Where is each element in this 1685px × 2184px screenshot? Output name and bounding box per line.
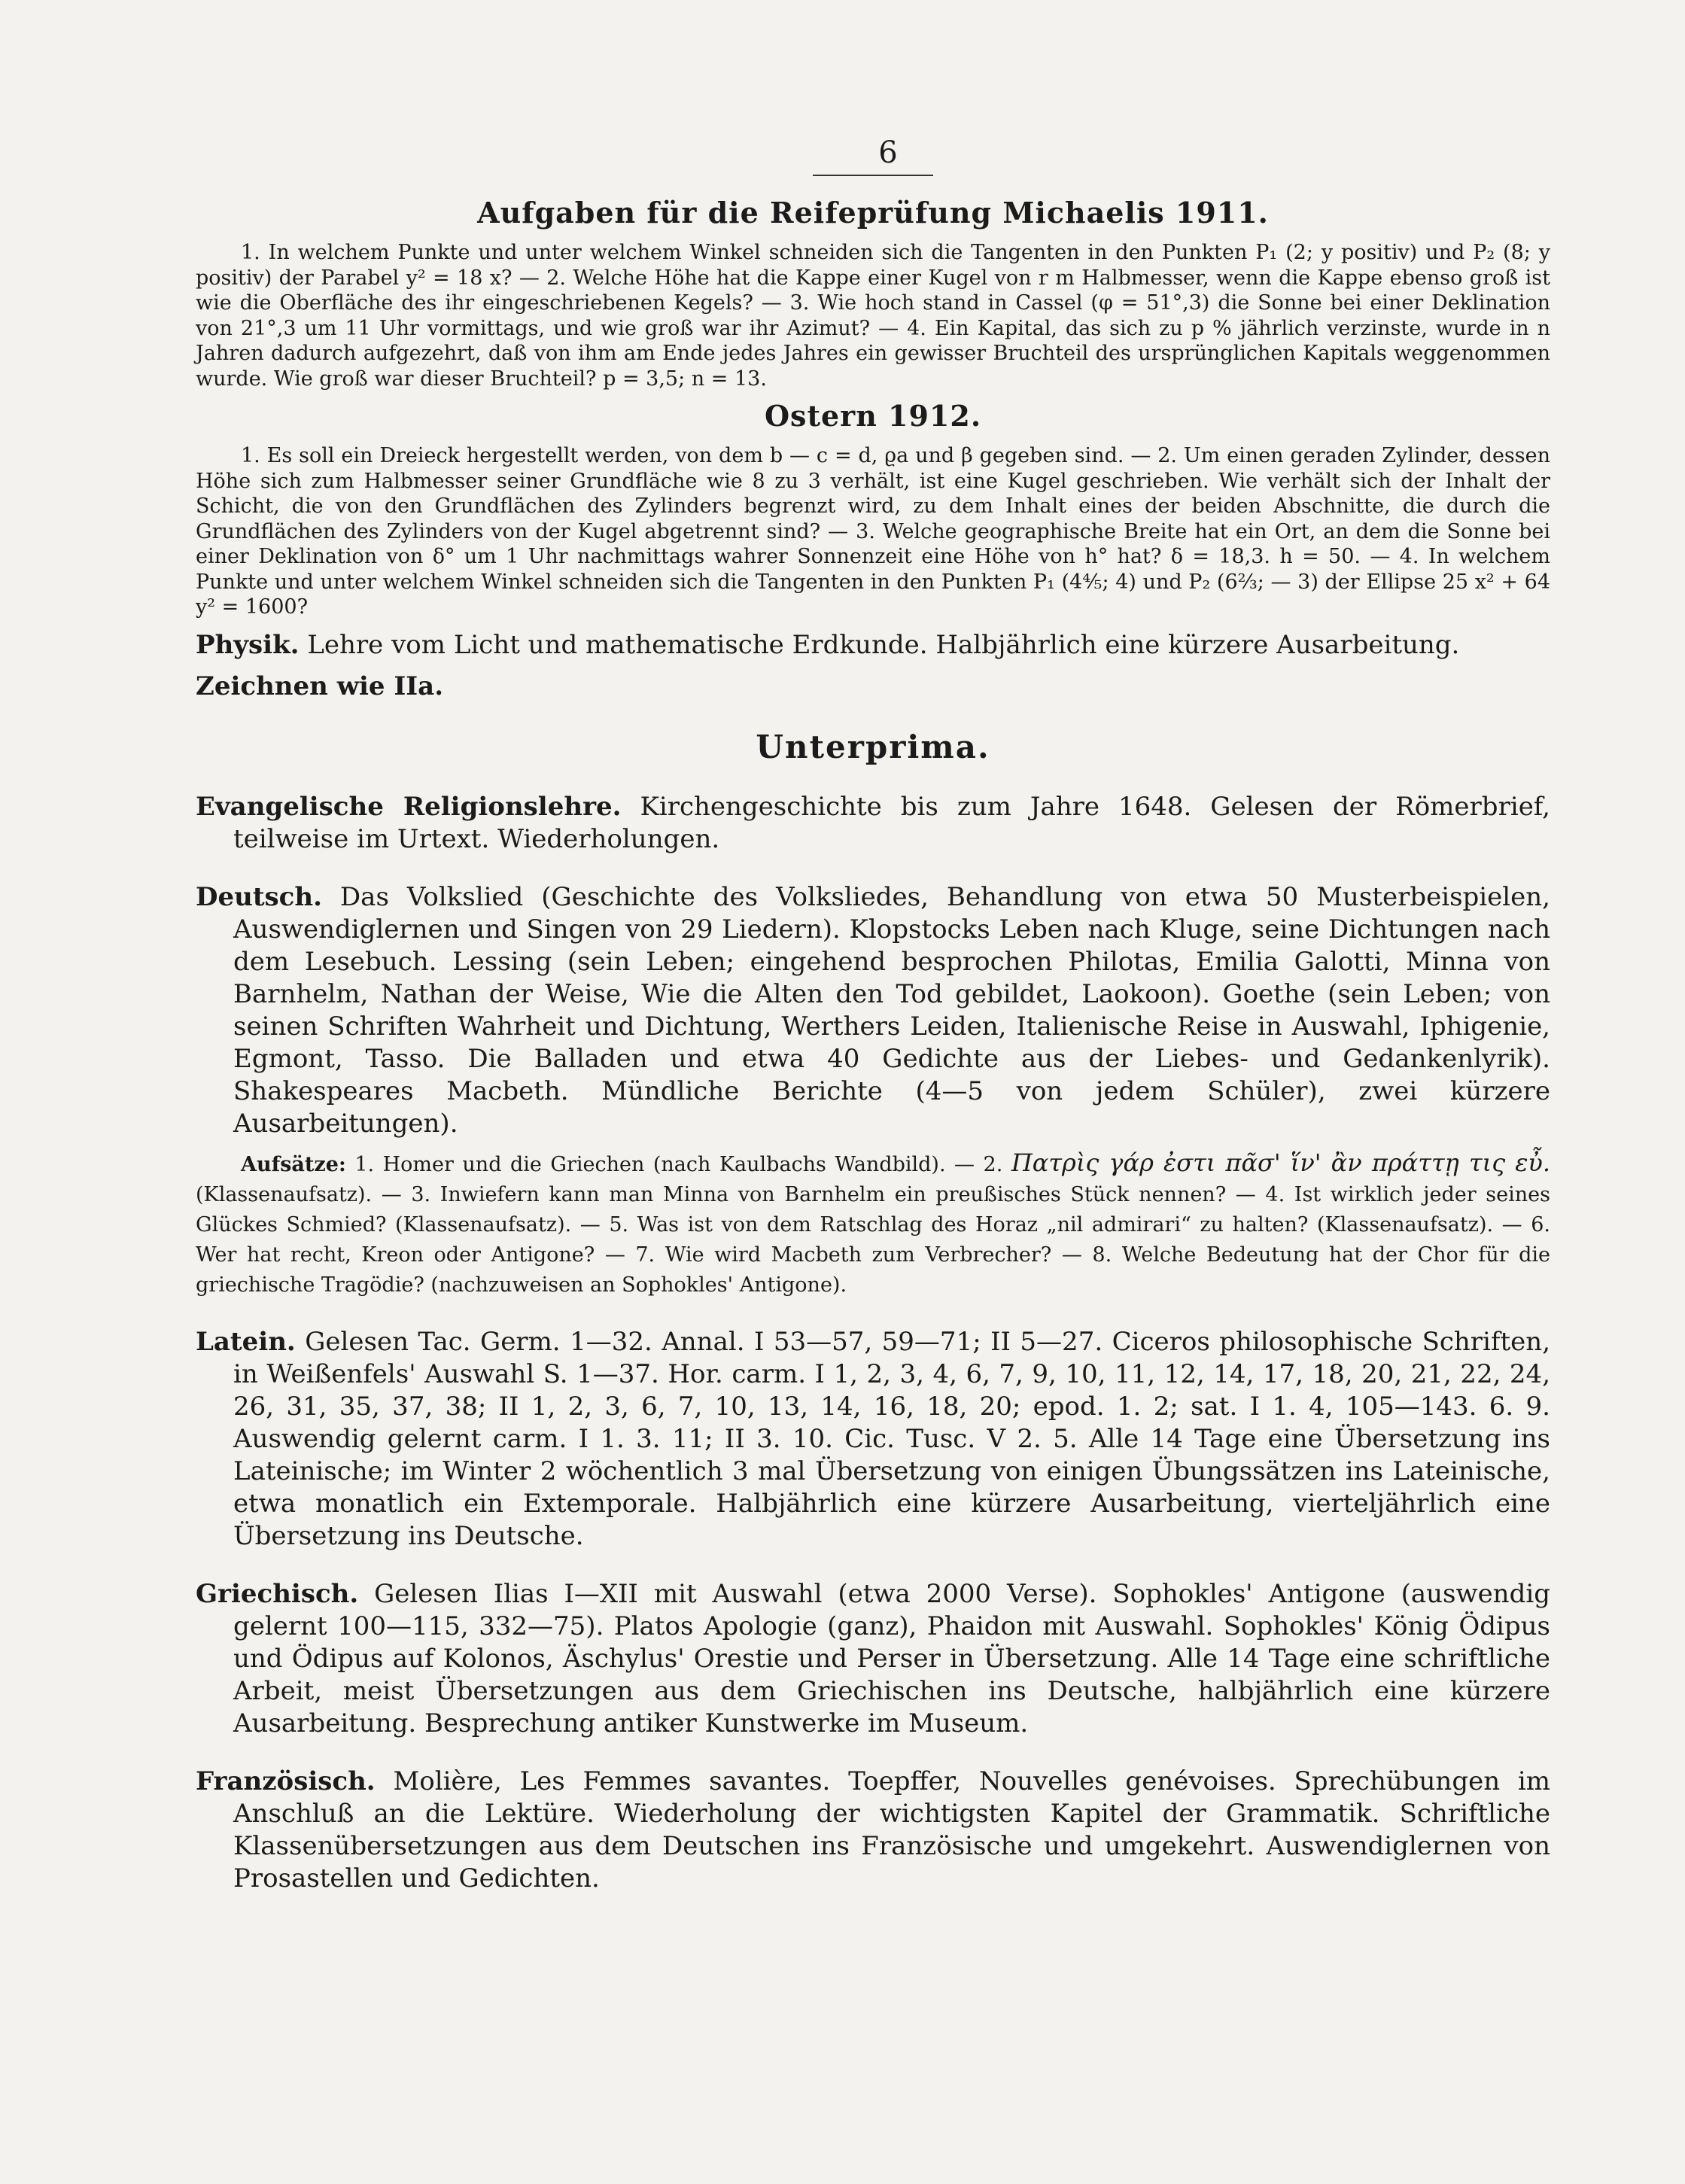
franzoesisch-text: Molière, Les Femmes savantes. Toepffer, Nouvelles genévoises. Sprechübungen im Anschluß an die Lektüre. Wiederholung der wichtigsten Kapitel der Grammatik. Schriftliche Klassenübersetzungen aus dem Deutschen ins Französische und umgekehrt. Auswendiglernen von Prosastellen und Gedichten. xyxy=(233,1766,1551,1894)
document-page xyxy=(196,135,1550,1903)
zeichnen-section xyxy=(196,671,1550,703)
aufsaetze-text-after: (Klassenaufsatz). — 3. Inwiefern kann man Minna von Barnhelm ein preußisches Stück nennen? — 4. Ist wirklich jeder seines Glückes Schmied? (Klassenaufsatz). — 5. Was ist von dem Ratschlag des Horaz „nil admirari“ zu halten? (Klassenaufsatz). — 6. Wer hat recht, Kreon oder Antigone? — 7. Wie wird Macbeth zum Verbrecher? — 8. Welche Bedeutung hat der Chor für die griechische Tragödie? (nachzuweisen an Sophokles' Antigone). xyxy=(196,1182,1550,1297)
deutsch-text: Das Volkslied (Geschichte des Volksliedes, Behandlung von etwa 50 Musterbeispielen, Auswendiglernen und Singen von 29 Liedern). Klopstocks Leben nach Kluge, seine Dichtungen nach dem Lesebuch. Lessing (sein Leben; eingehend besprochen Philotas, Emilia Galotti, Minna von Barnhelm, Nathan der Weise, Wie die Alten den Tod gebildet, Laokoon). Goethe (sein Leben; von seinen Schriften Wahrheit und Dichtung, Werthers Leiden, Italienische Reise in Auswahl, Iphigenie, Egmont, Tasso. Die Balladen und etwa 40 Gedichte aus der Liebes- und Gedankenlyrik). Shakespeares Macbeth. Mündliche Berichte (4—5 von jedem Schüler), zwei kürzere Ausarbeitungen). xyxy=(233,881,1550,1139)
michaelis-text: 1. In welchem Punkte und unter welchem Winkel schneiden sich die Tangenten in den Punkten P₁ (2; y positiv) und P₂ (8; y positiv) der Parabel y² = 18 x? — 2. Welche Höhe hat die Kappe einer Kugel von r m Halbmesser, wenn die Kappe ebenso groß ist wie die Oberfläche des ihr eingeschriebenen Kegels? — 3. Wie hoch stand in Cassel (φ = 51°,3) die Sonne bei einer Deklination von 21°,3 um 11 Uhr vormittags, und wie groß war ihr Azimut? — 4. Ein Kapital, das sich zu p % jährlich verzinste, wurde in n Jahren dadurch aufgezehrt, daß von ihm am Ende jedes Jahres ein gewisser Bruchteil des ursprünglichen Kapitals weggenommen wurde. Wie groß war dieser Bruchteil? p = 3,5; n = 13. xyxy=(196,241,1550,391)
zeichnen-label: Zeichnen wie IIa. xyxy=(196,671,444,701)
franzoesisch-label: Französisch. xyxy=(196,1766,376,1796)
ostern-heading: Ostern 1912. xyxy=(764,399,982,433)
latein-text: Gelesen Tac. Germ. 1—32. Annal. I 53—57, 59—71; II 5—27. Ciceros philosophische Schriften, in Weißenfels' Auswahl S. 1—37. Hor. carm. I 1, 2, 3, 4, 6, 7, 9, 10, 11, 12, 14, 17, 18, 20, 21, 22, 24, 26, 31, 35, 37, 38; II 1, 2, 3, 6, 7, 10, 13, 14, 16, 18, 20; epod. 1. 2; sat. I 1. 4, 105—143. 6. 9. Auswendig gelernt carm. I 1. 3. 11; II 3. 10. Cic. Tusc. V 2. 5. Alle 14 Tage eine Übersetzung ins Lateinische; im Winter 2 wöchentlich 3 mal Übersetzung von einigen Übungssätzen ins Lateinische, etwa monatlich ein Extemporale. Halbjährlich eine kürzere Ausarbeitung, vierteljährlich eine Übersetzung ins Deutsche. xyxy=(233,1326,1550,1551)
physik-text: Lehre vom Licht und mathematische Erdkunde. Halbjährlich eine kürzere Ausarbeitung. xyxy=(307,629,1460,660)
aufsaetze-greek-quote: Πατρὶς γάρ ἐστι πᾶσ' ἵν' ἂν πράττῃ τις εὖ. xyxy=(1011,1148,1551,1177)
unterprima-title: Unterprima. xyxy=(756,728,990,765)
physik-section xyxy=(196,629,1550,662)
religion-text: Kirchengeschichte bis zum Jahre 1648. Gelesen der Römerbrief, teilweise im Urtext. Wiederholungen. xyxy=(233,791,1550,854)
page-number-rule xyxy=(813,175,933,176)
page-number: 6 xyxy=(878,135,898,170)
religion-section xyxy=(196,791,1550,856)
griechisch-section xyxy=(196,1578,1550,1740)
deutsch-label: Deutsch. xyxy=(196,881,322,912)
griechisch-text: Gelesen Ilias I—XII mit Auswahl (etwa 2000 Verse). Sophokles' Antigone (auswendig gelernt 100—115, 332—75). Platos Apologie (ganz), Phaidon mit Auswahl. Sophokles' König Ödipus und Ödipus auf Kolonos, Äschylus' Orestie und Perser in Übersetzung. Alle 14 Tage eine schriftliche Arbeit, meist Übersetzungen aus dem Griechischen ins Deutsche, halbjährlich eine kürzere Ausarbeitung. Besprechung antiker Kunstwerke im Museum. xyxy=(233,1578,1550,1738)
aufsaetze-section xyxy=(196,1148,1550,1300)
religion-label: Evangelische Religionslehre. xyxy=(196,791,622,822)
aufsaetze-label: Aufsätze: xyxy=(241,1152,346,1176)
deutsch-section xyxy=(196,881,1550,1140)
franzoesisch-section xyxy=(196,1766,1550,1895)
michaelis-heading: Aufgaben für die Reifeprüfung Michaelis 1911. xyxy=(477,196,1269,230)
latein-section xyxy=(196,1326,1550,1553)
griechisch-label: Griechisch. xyxy=(196,1578,359,1609)
physik-label: Physik. xyxy=(196,629,300,660)
latein-label: Latein. xyxy=(196,1326,296,1357)
ostern-text: 1. Es soll ein Dreieck hergestellt werden, von dem b — c = d, ϱa und β gegeben sind. — 2. Um einen geraden Zylinder, dessen Höhe sich zum Halbmesser seiner Grundfläche wie 8 zu 3 verhält, ist eine Kugel geschrieben. Wie verhält sich der Inhalt der Schicht, die von den Grundflächen des Zylinders begrenzt wird, zu dem Inhalt eines der beiden Abschnitte, die durch die Grundflächen des Zylinders von der Kugel abgetrennt sind? — 3. Welche geographische Breite hat ein Ort, an dem die Sonne bei einer Deklination von δ° um 1 Uhr nachmittags wahrer Sonnenzeit eine Höhe von h° hat? δ = 18,3. h = 50. — 4. In welchem Punkte und unter welchem Winkel schneiden sich die Tangenten in den Punkten P₁ (4⅘; 4) und P₂ (6⅔; — 3) der Ellipse 25 x² + 64 y² = 1600? xyxy=(196,444,1550,619)
aufsaetze-text-before: 1. Homer und die Griechen (nach Kaulbachs Wandbild). — 2. xyxy=(354,1152,1003,1176)
